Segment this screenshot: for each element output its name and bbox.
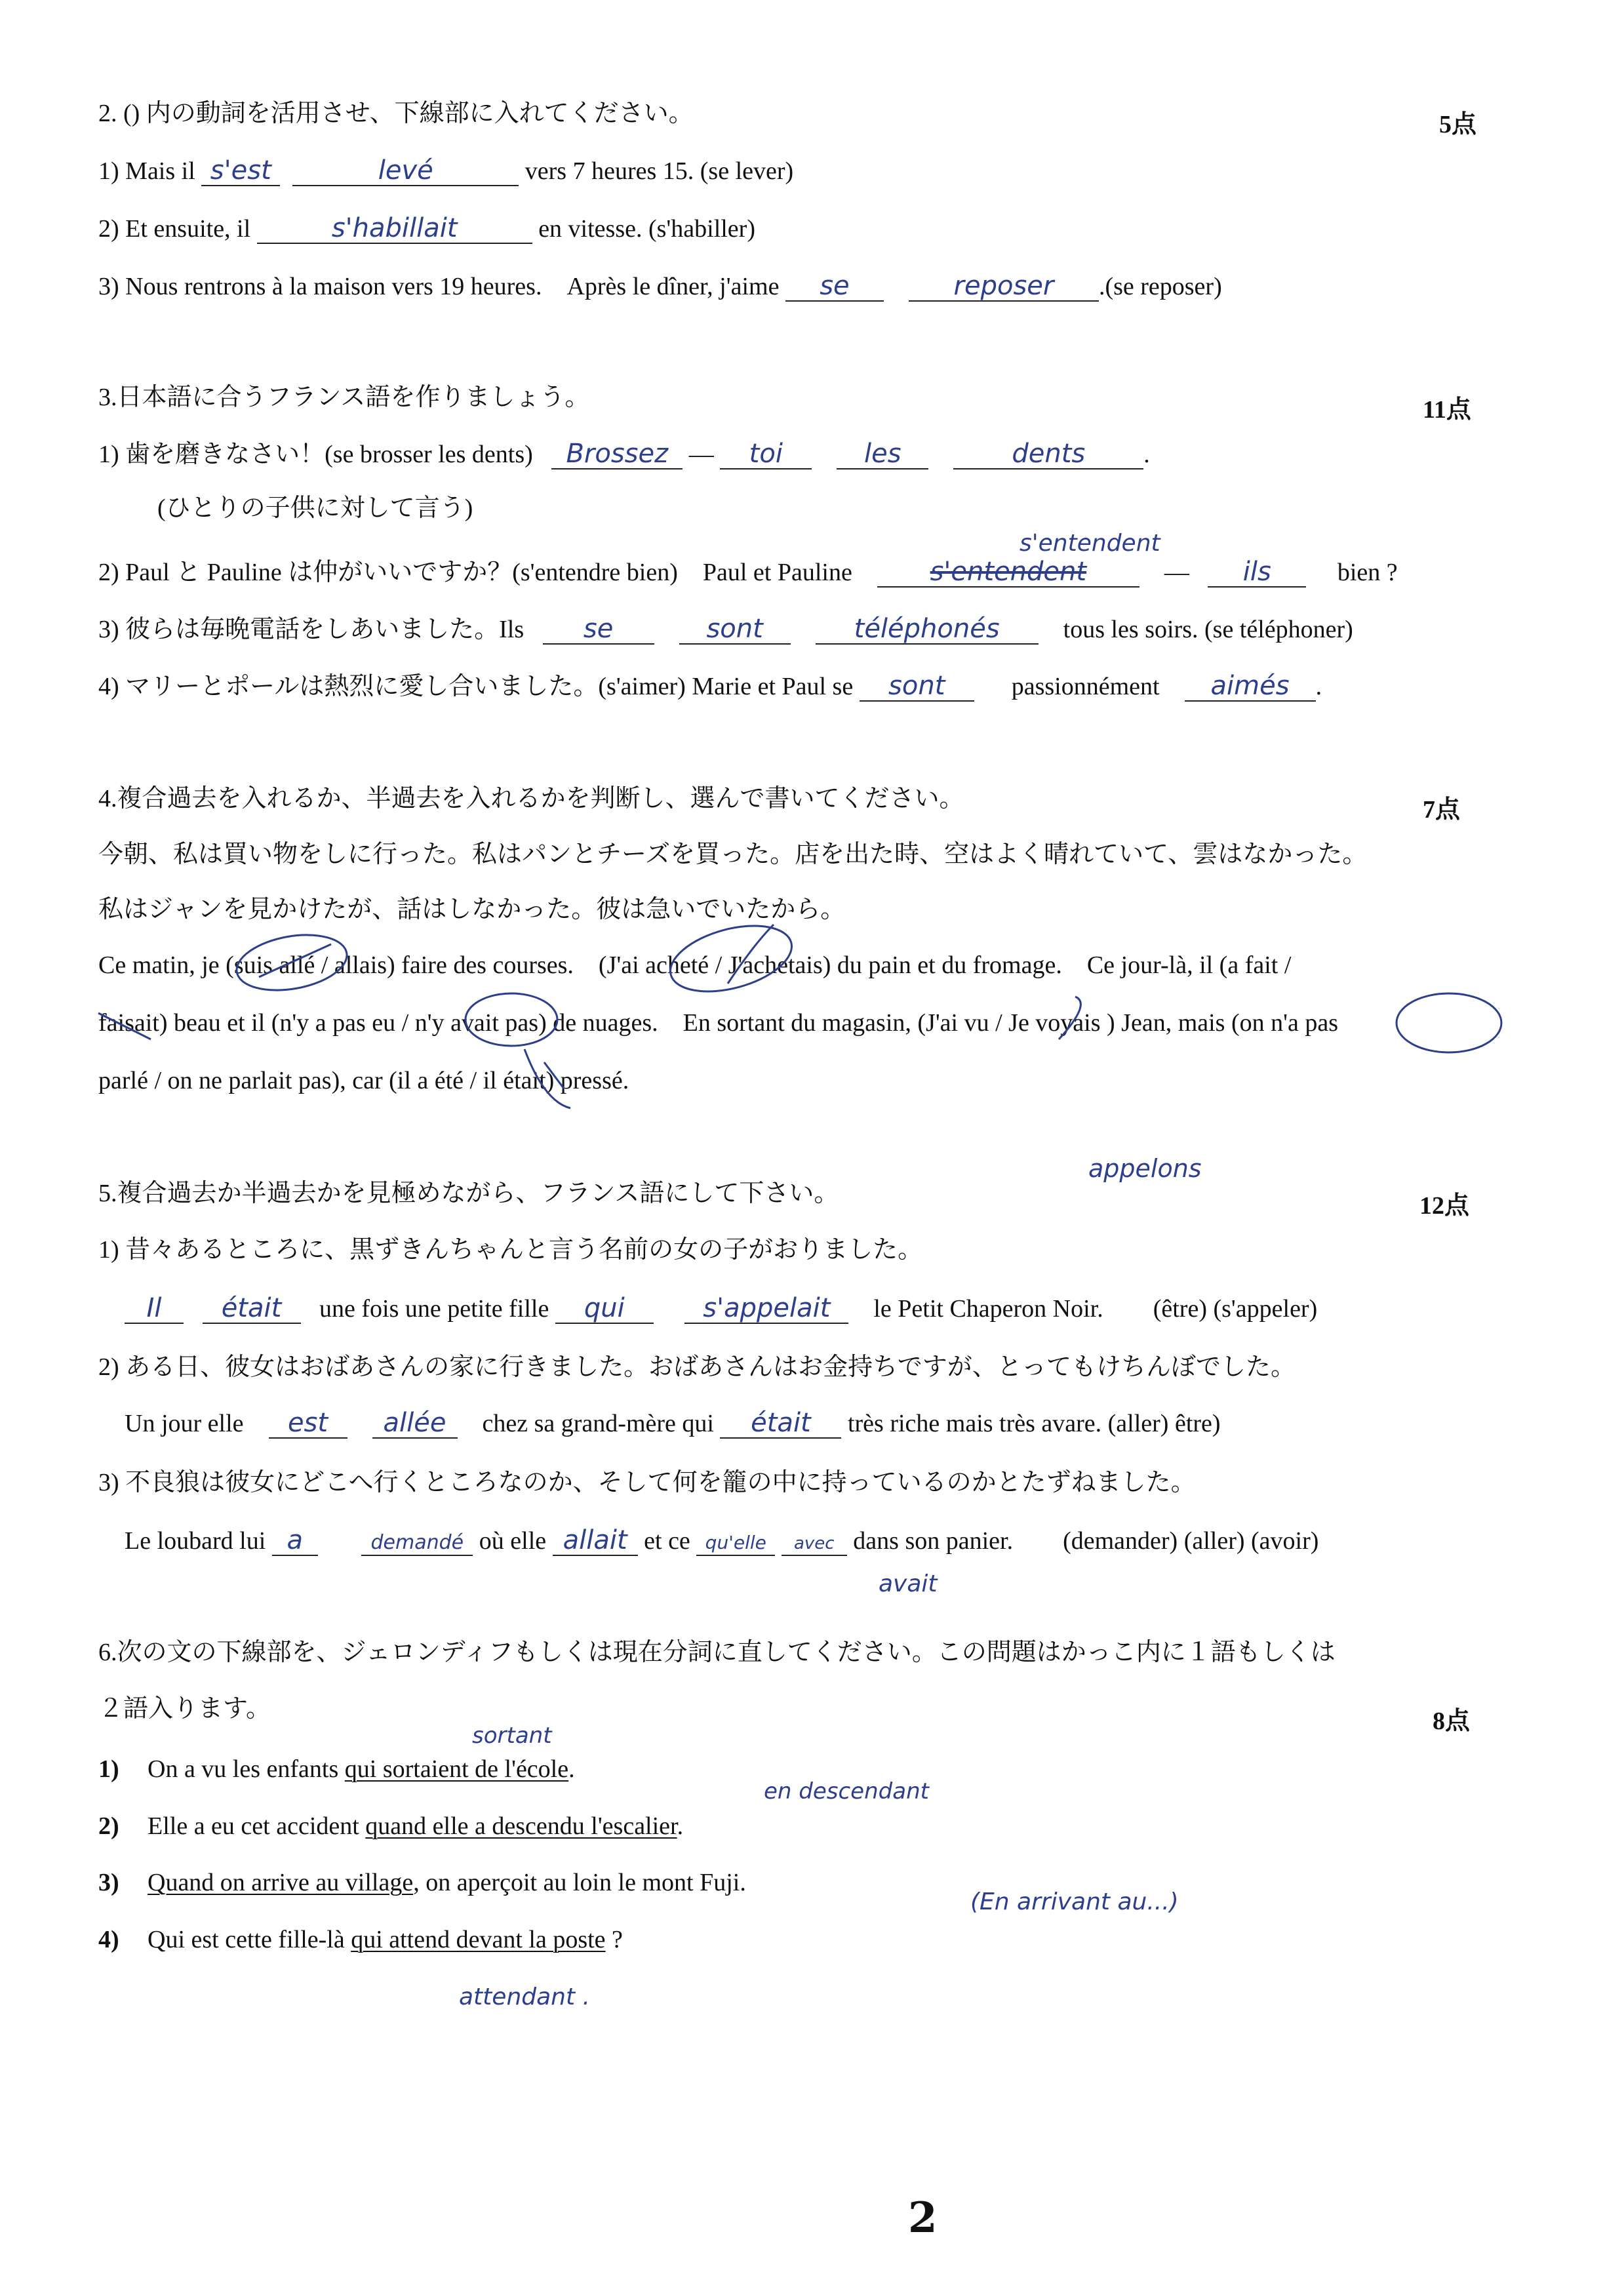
answer-blank: aimés: [1185, 674, 1316, 702]
q5-item-3: Le loubard lui a demandé où elle allait et ce qu'elle avec dans son panier. (demander) (aller) (avoir): [125, 1525, 1319, 1555]
q6-item-1: 1) On a vu les enfants qui sortaient de l'école.: [98, 1755, 575, 1783]
q4-japanese-2: 私はジャンを見かけたが、話はしなかった。彼は急いでいたから。: [98, 896, 846, 923]
answer-blank: toi: [720, 442, 812, 469]
answer-blank: allait: [553, 1528, 638, 1556]
q2-item-1: 1) Mais il s'est levé vers 7 heures 15. (se lever): [98, 155, 794, 186]
answer-blank: allée: [372, 1411, 458, 1439]
handwritten-correction: s'entendent: [1020, 530, 1160, 557]
q4-japanese-1: 今朝、私は買い物をしに行った。私はパンとチーズを買った。店を出た時、空はよく晴れていて、雲はなかった。: [98, 841, 1368, 868]
handwritten-answer: attendant .: [459, 1984, 590, 2010]
q5-points: 12点: [1419, 1192, 1470, 1220]
answer-blank: s'habillait: [257, 216, 532, 244]
answer-blank: ils: [1208, 560, 1306, 588]
q5-japanese-1: 1) 昔々あるところに、黒ずきんちゃんと言う名前の女の子がおりました。: [98, 1236, 923, 1264]
page-number: 2: [908, 2193, 938, 2243]
handwritten-answer: (En arrivant au...): [970, 1888, 1179, 1915]
answer-blank: avec: [782, 1528, 847, 1556]
q2-title: 2. () 内の動詞を活用させ、下線部に入れてください。: [98, 100, 694, 127]
q6-item-2: 2) Elle a eu cet accident quand elle a descendu l'escalier.: [98, 1812, 684, 1840]
answer-blank: sont: [679, 617, 791, 645]
answer-blank: qui: [555, 1296, 654, 1324]
q3-item-4: 4) マリーとポールは熱烈に愛し合いました。(s'aimer) Marie et Paul se sont passionnément aimés .: [98, 671, 1322, 701]
q5-item-2: Un jour elle est allée chez sa grand-mère qui était très riche mais très avare. (aller) être): [125, 1408, 1221, 1438]
answer-blank: levé: [292, 159, 519, 186]
q5-title: 5.複合過去か半過去かを見極めながら、フランス語にして下さい。: [98, 1180, 839, 1207]
q5-item-1: Il était une fois une petite fille qui s'appelait le Petit Chaperon Noir. (être) (s'appeler): [125, 1294, 1317, 1324]
answer-blank: est: [269, 1411, 347, 1439]
answer-blank: dents: [953, 442, 1143, 469]
answer-blank: téléphonés: [816, 617, 1039, 645]
q4-points: 7点: [1423, 796, 1461, 824]
handwritten-answer: en descendant: [764, 1778, 929, 1805]
q6-title-2: ２語入ります。: [98, 1695, 271, 1723]
handwritten-answer: sortant: [472, 1723, 552, 1749]
q4-french-2: faisait) beau et il (n'y a pas eu / n'y avait pas) de nuages. En sortant du magasin, (J'ai vu / Je voyais ) Jean, mais (on n'a pas: [98, 1009, 1338, 1037]
q4-french-1: Ce matin, je (suis allé / allais) faire des courses. (J'ai acheté / J'achetais) du pain et du fromage. Ce jour-là, il (a fait /: [98, 951, 1292, 979]
answer-blank: s'est: [201, 159, 280, 186]
q2-item-2: 2) Et ensuite, il s'habillait en vitesse. (s'habiller): [98, 213, 755, 243]
q2-item-3: 3) Nous rentrons à la maison vers 19 heures. Après le dîner, j'aime se reposer .(se reposer): [98, 271, 1222, 301]
answer-blank: Brossez: [551, 442, 683, 469]
q3-points: 11点: [1423, 396, 1471, 424]
answer-blank: était: [203, 1296, 301, 1324]
answer-blank: a: [272, 1528, 318, 1556]
q6-item-4: 4) Qui est cette fille-là qui attend devant la poste ?: [98, 1926, 623, 1953]
handwritten-note: appelons: [1088, 1154, 1202, 1183]
q3-item-2: 2) Paul と Pauline は仲がいいですか？(s'entendre bien) Paul et Pauline s'entendent — ils bien ?: [98, 557, 1398, 587]
answer-blank: qu'elle: [696, 1528, 775, 1556]
q6-points: 8点: [1433, 1707, 1471, 1735]
answer-blank: se: [543, 617, 654, 645]
handwritten-correction: avait: [879, 1570, 938, 1597]
answer-blank: s'entendent: [877, 560, 1139, 588]
answer-blank: Il: [125, 1296, 184, 1324]
answer-blank: demandé: [361, 1528, 473, 1556]
q4-french-3: parlé / on ne parlait pas), car (il a été / il était) pressé.: [98, 1067, 629, 1094]
q2-points: 5点: [1439, 111, 1477, 138]
answer-blank: s'appelait: [684, 1296, 848, 1324]
circle-mark: [1396, 993, 1501, 1052]
q5-japanese-3: 3) 不良狼は彼女にどこへ行くところなのか、そして何を籠の中に持っているのかとたずねました。: [98, 1469, 1196, 1496]
answer-blank: était: [720, 1411, 841, 1439]
q6-item-3: 3) Quand on arrive au village, on aperçoit au loin le mont Fuji.: [98, 1869, 746, 1896]
answer-blank: sont: [860, 674, 974, 702]
answer-blank: reposer: [909, 274, 1099, 302]
q3-item-1-note: (ひとりの子供に対して言う): [157, 494, 473, 522]
q3-item-3: 3) 彼らは毎晩電話をしあいました。Ils se sont téléphonés tous les soirs. (se téléphoner): [98, 614, 1353, 644]
answer-blank: se: [785, 274, 884, 302]
q3-item-1: 1) 歯を磨きなさい！(se brosser les dents) Brossez — toi les dents .: [98, 439, 1150, 469]
q5-japanese-2: 2) ある日、彼女はおばあさんの家に行きました。おばあさんはお金持ちですが、とってもけちんぼでした。: [98, 1353, 1296, 1381]
answer-blank: les: [837, 442, 928, 469]
q4-title: 4.複合過去を入れるか、半過去を入れるかを判断し、選んで書いてください。: [98, 785, 964, 812]
q6-title-1: 6.次の文の下線部を、ジェロンディフもしくは現在分詞に直してください。この問題はかっこ内に１語もしくは: [98, 1639, 1336, 1666]
q3-title: 3.日本語に合うフランス語を作りましょう。: [98, 384, 590, 411]
